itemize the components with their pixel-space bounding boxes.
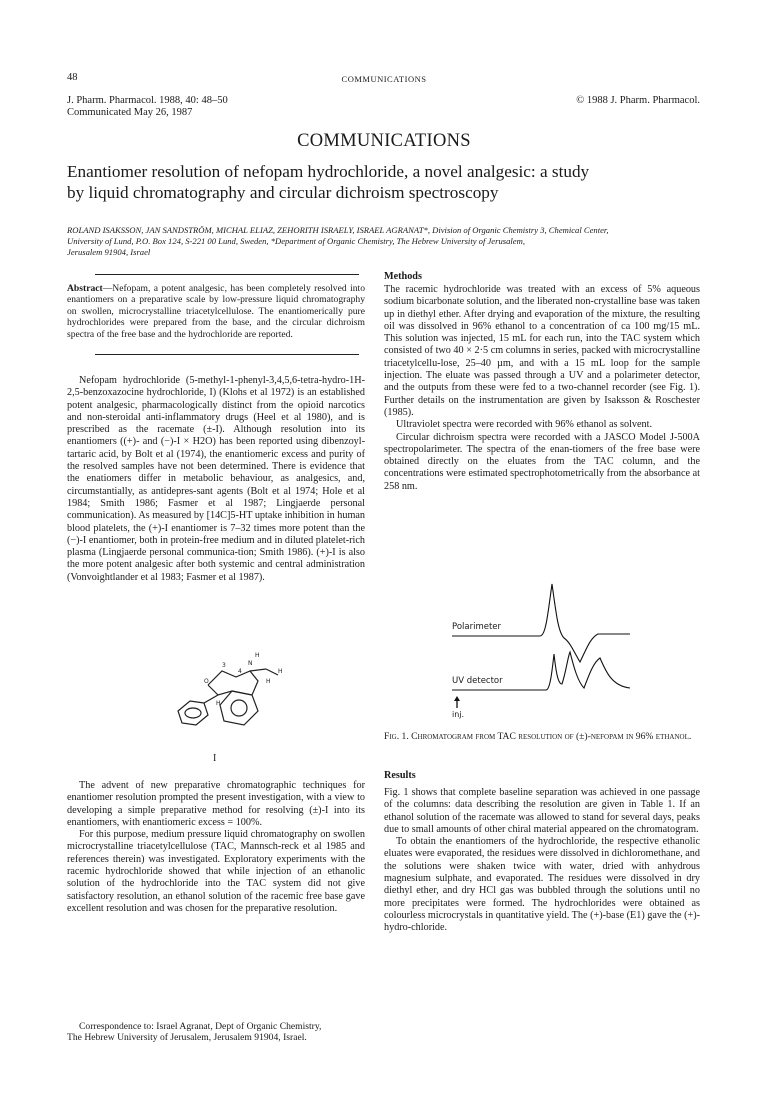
intro-paragraph	[67, 375, 365, 584]
running-head: COMMUNICATIONS	[341, 74, 427, 84]
authors-line-2: University of Lund, P.O. Box 124, S-221 00 Lund, Sweden, *Department of Organic Chemistry, The Hebrew University of Jerusalem,	[67, 236, 525, 246]
compound-label: I	[213, 753, 217, 764]
results-section	[384, 787, 700, 935]
results-text-2: To obtain the enantiomers of the hydrochloride, the respective ethanolic eluates were evaporated, the residues were dissolved in dichloromethane, and the solutions were shaken twice with water, dried with anhydrous magnesium sulphate, and evaporated. The residues were dissolved in dry diethyl ether, and dry HCl gas was bubbled through the solutions until no more precipitates were formed. The hydrochlorides were obtained as colourless microcrystals in quantitative yield. The (+)-base (E1) gave the (+)-hydro-chloride.	[384, 836, 700, 934]
abstract-text: —Nefopam, a potent analgesic, has been completely resolved into enantiomers on a preparative scale by low-pressure liquid chromatography on swollen, microcrystalline triacetylcellulose. The enantiomerically pure hydrochlorides were prepared from the base, and the circular dichroism spectra of the free base and the hydrochloride are reported.	[67, 283, 365, 340]
page-number: 48	[67, 72, 78, 83]
correspondence-line-2: The Hebrew University of Jerusalem, Jerusalem 91904, Israel.	[67, 1032, 307, 1044]
svg-text:H: H	[216, 700, 221, 707]
svg-text:H: H	[255, 652, 260, 659]
article-title	[67, 161, 707, 203]
correspondence-note	[67, 1021, 365, 1044]
figure-1-chromatogram	[440, 572, 650, 722]
injection-label: inj.	[452, 710, 465, 719]
correspondence-line-1: Correspondence to: Israel Agranat, Dept of Organic Chemistry,	[79, 1021, 322, 1032]
abstract-label: Abstract	[67, 283, 103, 294]
section-title: COMMUNICATIONS	[297, 131, 471, 151]
svg-text:3: 3	[222, 662, 226, 669]
svg-text:N: N	[248, 660, 253, 667]
left-column-continued	[67, 780, 365, 915]
methods-heading: Methods	[384, 271, 422, 282]
svg-text:H: H	[278, 668, 283, 675]
intro-text: Nefopam hydrochloride (5-methyl-1-phenyl-3,4,5,6-tetra-hydro-1H-2,5-benzoxazocine hydrochloride, I) (Klohs et al 1972) is an established potent analgesic, pharmacologically distinct from the opioid narcotics and non-steroidal anti-inflammatory drugs (Heel et al 1980), and is prescribed as the racemate (±-I). Although resolution into its enantiomers ((+)- and (−)-I × H2O) has been reported using dibenzoyl-tartaric acid, by Bolt et al (1974), the enantiomeric excess and purity of the resolved samples have not been determined. There is evidence that the enatiomers differ in metabolic behaviour, as analgesics, and, circumstantially, as antidepres-sant agents (Bolt et al 1974; Hole et al 1984; Smith 1986; Fasmer et al 1987; Lingjaerde personal communication). As measured by [14C]5-HT uptake inhibition in human blood platelets, the (+)-I enantiomer is 7–32 times more potent than the (−)-I enantiomer, both in protein-free medium and in diluted platelet-rich plasma (Lingjaerde personal communica-tion; Smith 1986). (+)-I is also the more potent analgesic after both systemic and central administration (Vonvoightlander et al 1983; Fasmer et al 1987).	[67, 375, 365, 583]
svg-text:O: O	[204, 678, 209, 685]
results-text-1: Fig. 1 shows that complete baseline separation was achieved in one passage of the columns: data describing the resolution are given in Table 1. If an ethanol solution of the racemate was allowed to stand for several days, peaks due to small amounts of other chiral material appeared on the chromatogram.	[384, 787, 700, 835]
figure-caption-text: Fig. 1. Chromatogram from TAC resolution of (±)-nefopam in 96% ethanol.	[384, 731, 692, 742]
injection-arrow-icon	[454, 696, 460, 701]
methods-text-2: Ultraviolet spectra were recorded with 96% ethanol as solvent.	[396, 419, 653, 431]
authors-line-1: ROLAND ISAKSSON, JAN SANDSTRÖM, MICHAL ELIAZ, ZEHORITH ISRAELY, ISRAEL AGRANAT*, Division of Organic Chemistry 3, Chemical Center,	[67, 225, 609, 235]
motivation-text: The advent of new preparative chromatographic techniques for enantiomer resolution prompted the present investigation, with a view to developing a simple preparative method for resolving (±)-I into its enantiomers, with enantiomeric excess = 100%.	[67, 780, 365, 828]
uv-detector-label: UV detector	[452, 676, 503, 686]
abstract	[67, 283, 365, 340]
communicated-date: Communicated May 26, 1987	[67, 107, 193, 118]
copyright: © 1988 J. Pharm. Pharmacol.	[576, 95, 700, 106]
abstract-bottom-rule	[95, 354, 359, 355]
article-title-line-2: by liquid chromatography and circular dichroism spectroscopy	[67, 183, 499, 202]
svg-text:H: H	[266, 678, 271, 685]
methods-section	[384, 284, 700, 493]
author-affiliations	[67, 225, 707, 258]
journal-reference: J. Pharm. Pharmacol. 1988, 40: 48–50	[67, 95, 228, 106]
authors-line-3: Jerusalem 91904, Israel	[67, 247, 151, 257]
results-heading: Results	[384, 770, 416, 781]
figure-1-caption	[384, 731, 700, 742]
svg-text:4: 4	[238, 668, 242, 675]
methods-text-3: Circular dichroism spectra were recorded with a JASCO Model J-500A spectropolarimeter. The spectra of the enan-tiomers of the free base were obtained directly on the eluates from the TAC column, and the concentrations were estimated spectrophotometrically from the absorbance at 258 nm.	[384, 431, 700, 492]
article-title-line-1: Enantiomer resolution of nefopam hydrochloride, a novel analgesic: a study	[67, 162, 590, 181]
approach-text: For this purpose, medium pressure liquid chromatography on swollen microcrystalline triacetylcellulose (TAC, Mannsch-reck et al 1985 and references therein) was investigated. Exploratory experiments with the racemic hydrochloride showed that while injection of an ethanolic solution of the hydrochloride into the TAC system did not give satisfactory resolution, an ethanol solution of the racemic free base gave excellent resolution and was chosen for the preparative resolution.	[67, 829, 365, 914]
chromatogram-svg	[440, 572, 650, 722]
abstract-top-rule	[95, 274, 359, 275]
nefopam-structure-diagram	[160, 645, 300, 745]
methods-text-1: The racemic hydrochloride was treated with an excess of 5% aqueous sodium bicarbonate solution, and the liberated non-crystalline base was taken up in diethyl ether. After drying and evaporation of the mixture, the resulting oil was dissolved in 96% ethanol to a concentration of ca 100 mg/15 mL. This solution was injected, 15 mL for each run, into the TAC system which consisted of two 40 × 2·5 cm columns in series, packed with microcrystalline triacetylcellu-lose, 25–40 µm, and with a 15 mL loop for the sample injection. The eluate was passed through a UV and a polarimeter detector, and the outputs from these were fed to a two-channel recorder (see Fig. 1). Further details on the instrumentation are given by Isaksson & Roschester (1985).	[384, 284, 700, 418]
polarimeter-label: Polarimeter	[452, 622, 502, 632]
structure-svg	[160, 645, 300, 745]
